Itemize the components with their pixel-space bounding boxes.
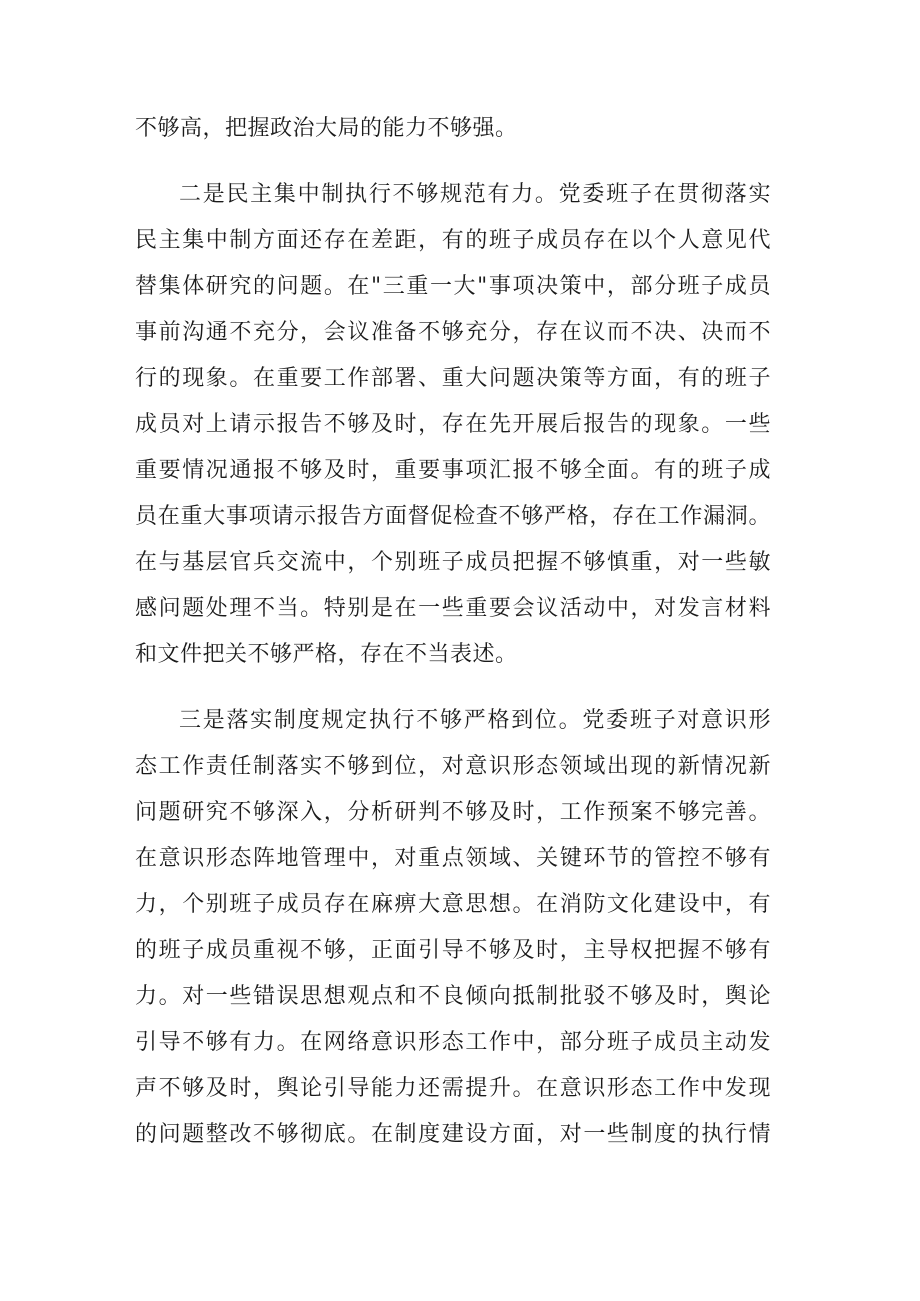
text-line: 在意识形态阵地管理中，对重点领域、关键环节的管控不够有 (135, 846, 771, 871)
text-line: 事前沟通不充分，会议准备不够充分，存在议而不决、决而不 (135, 320, 771, 345)
text-line: 感问题处理不当。特别是在一些重要会议活动中，对发言材料 (135, 596, 771, 621)
text-line: 成员对上请示报告不够及时，存在先开展后报告的现象。一些 (135, 412, 771, 437)
text-line: 态工作责任制落实不够到位，对意识形态领域出现的新情况新 (135, 754, 771, 779)
text-line: 问题研究不够深入，分析研判不够及时，工作预案不够完善。 (135, 800, 771, 825)
text-line: 不够高，把握政治大局的能力不够强。 (135, 116, 518, 141)
paragraph-3 (135, 698, 771, 1158)
text-line: 的班子成员重视不够，正面引导不够及时，主导权把握不够有 (135, 938, 771, 963)
document-body (135, 106, 771, 1158)
text-line: 的问题整改不够彻底。在制度建设方面，对一些制度的执行情 (135, 1122, 771, 1147)
text-line: 在与基层官兵交流中，个别班子成员把握不够慎重，对一些敏 (135, 550, 771, 575)
text-line: 行的现象。在重要工作部署、重大问题决策等方面，有的班子 (135, 366, 771, 391)
text-line: 和文件把关不够严格，存在不当表述。 (135, 642, 518, 667)
text-line: 力，个别班子成员存在麻痹大意思想。在消防文化建设中，有 (135, 892, 771, 917)
text-line: 替集体研究的问题。在"三重一大"事项决策中，部分班子成员 (135, 274, 771, 299)
text-line: 民主集中制方面还存在差距，有的班子成员存在以个人意见代 (135, 228, 771, 253)
text-line: 重要情况通报不够及时，重要事项汇报不够全面。有的班子成 (135, 458, 771, 483)
paragraph-gap (135, 152, 771, 172)
paragraph-1 (135, 106, 771, 152)
text-line: 二是民主集中制执行不够规范有力。党委班子在贯彻落实 (179, 182, 771, 207)
text-line: 员在重大事项请示报告方面督促检查不够严格，存在工作漏洞。 (135, 504, 771, 529)
text-line: 声不够及时，舆论引导能力还需提升。在意识形态工作中发现 (135, 1076, 771, 1101)
text-line: 引导不够有力。在网络意识形态工作中，部分班子成员主动发 (135, 1030, 771, 1055)
text-line: 三是落实制度规定执行不够严格到位。党委班子对意识形 (179, 708, 771, 733)
paragraph-gap (135, 678, 771, 698)
paragraph-2 (135, 172, 771, 678)
text-line: 力。对一些错误思想观点和不良倾向抵制批驳不够及时，舆论 (135, 984, 771, 1009)
